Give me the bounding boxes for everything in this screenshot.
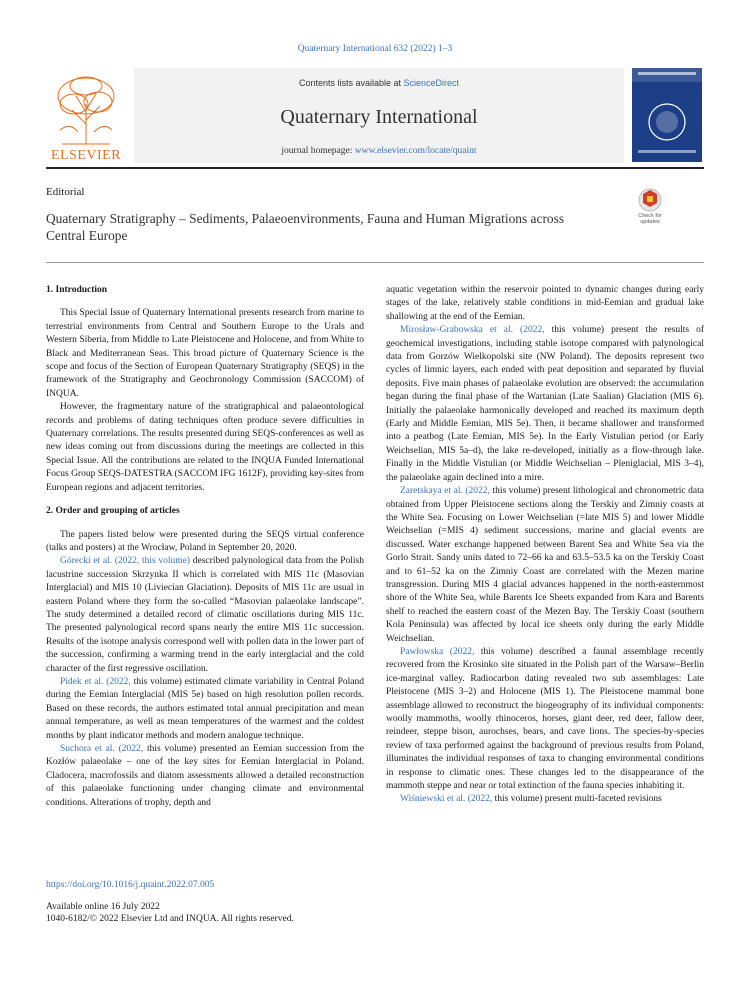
sciencedirect-link[interactable]: ScienceDirect <box>403 78 460 88</box>
homepage-link[interactable]: www.elsevier.com/locate/quaint <box>354 146 477 156</box>
journal-header-band <box>134 68 624 163</box>
pidek-paragraph <box>46 676 364 743</box>
svg-text:updates: updates <box>640 219 660 224</box>
doi-link[interactable]: https://doi.org/10.1016/j.quaint.2022.07.005 <box>46 880 215 890</box>
intro-heading: 1. Introduction <box>46 285 108 295</box>
miroslaw-text: this volume) present the results of geochemical investigations, including stable isotope compared with palynological data from Gorzów Wielkopolski site (NW Poland). The deposits represent two cycles of limnic layers, each ended with peat deposition and separated by fluvial deposits. Five main phases of palaeolake evolution are observed: the accumulation began during the final phase of the Wartanian (Late Saalian) Glaciation (MIS 6). Initially the palaeolake harmonically developed and reached its maximum depth (Early and Middle Eemian, MIS 5e). Then, it became shallower and transformed into a peatbog (Late Eemian, MIS 5e). In the Early Vistulian period (or Early Weichselian, MIS 5a–d), the lake re-developed, initially as a flow-through lake. Finally in the Middle Vistulian (or Middle Weichselian – Pleniglacial, MIS 3–4), the palaeolake again declined into a mire. <box>386 325 705 483</box>
intro-paragraph-1: This Special Issue of Quaternary International presents research from marine to terrestrial environments from Central and Southern Europe to the Urals and Western Siberia, from Middle to Late Pleistocene and Holocene, and from White to Black and Mediterranean Seas. This broad picture of Quaternary Science is the scope and focus of the Section of European Quaternary Stratigraphy (SEQS) in the framework of the Stratigraphy and Geochronology Commission (SACCOM) of INQUA. <box>46 308 364 399</box>
elsevier-wordmark: ELSEVIER <box>50 148 122 163</box>
contents-prefix: Contents lists available at <box>298 78 404 88</box>
title-rule <box>46 262 704 263</box>
miroslaw-citation-link[interactable]: Mirosław-Grabowska et al. (2022, <box>400 325 545 336</box>
article-title: Quaternary Stratigraphy – Sediments, Palaeoenvironments, Fauna and Human Migrations across Central Europe <box>46 211 565 243</box>
homepage-prefix: journal homepage: <box>281 146 355 156</box>
pawlowska-citation-link[interactable]: Pawłowska (2022, <box>400 646 475 657</box>
intro-paragraph-2: However, the fragmentary nature of the stratigraphical and palaeontological records and problems of dating techniques often produce severe difficulties in Quaternary correlations. The results presented during SEQS-conferences as well as new ideas coming out from discussions during the meetings are collected in this Special Issue. All the contributions are related to the INQUA Funded International Focus Group SEQS-DATESTRA (SACCOM IFG 1612F), providing key-sites from European regions and adjacent territories. <box>46 402 364 493</box>
miroslaw-paragraph <box>386 324 704 485</box>
suchora-continuation: aquatic vegetation within the reservoir pointed to dynamic changes during early stages of the lake, relatively stable conditions in mid-Eemian and gradual lake shallowing at the end of the Eemian. <box>386 285 704 322</box>
journal-title: Quaternary International <box>280 106 478 128</box>
pawlowska-paragraph <box>386 646 704 793</box>
zaretskaya-text: this volume) present lithological and chronometric data obtained from Upper Pleistocene sections along the Terskiy and Zimniy coasts at the White Sea. Focusing on Lower Weichselian (=late MIS 5) and lower Middle Weichselian (=MIS 4) sediment successions, marine and glacial events are discussed. Water exchange happened between Barent Sea and White Sea via the Gorlo Strait. Sandy units dated to 72–66 ka and 63.5–53.5 ka on the Terskiy Coast and to 61–52 ka on the Zimniy Coast are correlated with the Mezen marine transgression. During MIS 4 glacial advances happened in the north-easternmost shore of the White Sea, while Barents Ice Sheets expanded from Kara and Barents shelf to reached the eastern coast of the Mezen Bay. The Terskiy Coast (southern Kola Peninsula) was affected by local ice sheets only during the early Middle Weichselian. <box>386 486 704 644</box>
homepage-line <box>134 146 624 156</box>
zaretskaya-paragraph <box>386 485 704 646</box>
gorecki-paragraph <box>46 555 364 676</box>
journal-reference[interactable]: Quaternary International 632 (2022) 1–3 <box>297 44 453 54</box>
gorecki-citation-link[interactable]: Górecki et al. (2022, this volume) <box>60 556 191 567</box>
order-heading: 2. Order and grouping of articles <box>46 506 180 517</box>
suchora-text: this volume) presented an Eemian succession from the Kozłów palaeolake – one of the key sites for Eemian Interglacial in Poland. Cladocera, macrofossils and diatom assessments allowed a detailed reconstruction of this palaeolake functioning under changing climate and environmental conditions. Alterations of trophy, depth and <box>46 744 364 808</box>
wisniewski-text: this volume) present multi-faceted revisions <box>492 794 662 805</box>
suchora-citation-link[interactable]: Suchora et al. (2022, <box>60 744 144 754</box>
article-type: Editorial <box>46 186 85 198</box>
elsevier-logo[interactable] <box>46 72 126 164</box>
crossmark-icon <box>632 186 668 224</box>
pawlowska-text: this volume) described a faunal assemblage recently recovered from the Krosinko site situated in the Polish part of the Warsaw–Berlin ice-marginal valley. Radiocarbon dating revealed two sub assemblages: Late Pleistocene (MIS 3–2) and Holocene (MIS 1). The Pleistocene mammal bone assemblage allowed to reconstruct the biogeography of its individual components: woolly mammoths, woolly rhinoceros, horses, giant deer, red deer, fallow deer, reindeer, steppe bison, aurochses, bears, and cave lions. The species-by-species review of taxa performed against the background of previous results from Poland, illuminates the individual responses of taxa to changing environmental conditions in response to climatic ones. These changes led to the disappearance of the mammoth steppe and near or total extinction of the fauna species inhabiting it. <box>386 646 704 792</box>
right-column <box>386 284 704 807</box>
suchora-paragraph <box>46 743 364 810</box>
header-rule <box>46 167 704 169</box>
masthead <box>46 68 704 164</box>
check-for-updates-button[interactable] <box>632 186 668 229</box>
wisniewski-paragraph <box>386 793 704 806</box>
svg-text:Check for: Check for <box>638 213 662 219</box>
available-online: Available online 16 July 2022 <box>46 902 160 912</box>
order-paragraph-1: The papers listed below were presented during the SEQS virtual conference (talks and posters) at the Wrocław, Poland in September 20, 2020. <box>46 529 364 553</box>
pidek-citation-link[interactable]: Pidek et al. (2022, <box>60 676 131 687</box>
journal-cover-image[interactable] <box>632 68 702 162</box>
cover-emblem-icon <box>632 68 702 162</box>
contents-line <box>134 78 624 88</box>
zaretskaya-citation-link[interactable]: Zaretskaya et al. (2022, <box>400 486 490 497</box>
pidek-text: this volume) estimated climate variability in Central Poland during the Eemian Interglacial (MIS 5e) based on high resolution pollen records. Based on these records, the authors estimated total annual precipitation and mean annual temperature, as well as mean temperatures of the warmest and the coldest months by plant indicator methods and modern analogue technique. <box>46 676 365 741</box>
left-column <box>46 284 364 810</box>
gorecki-text: described palynological data from the Polish lacustrine succession Skrzynka II which is correlated with MIS 11c (Masovian Interglacial) and MIS 10 (Liviecian Glaciation). Deposits of MIS 11c are usual in eastern Poland where they form the so-called “Masovian palaeolake landscape”. The study determined a detailed record of climatic oscillations during MIS 11c. The presented palynological record spans nearly the entire MIS 11c succession. Results of the isotope analysis correspond well with pollen data in the lower part of the succession, confirming a warming trend in the early interglacial and the cold character of the first regressive oscillation. <box>46 556 364 674</box>
elsevier-tree-icon <box>52 74 120 146</box>
issn-copyright: 1040-6182/© 2022 Elsevier Ltd and INQUA. All rights reserved. <box>46 914 294 924</box>
wisniewski-citation-link[interactable]: Wiśniewski et al. (2022, <box>400 794 493 805</box>
